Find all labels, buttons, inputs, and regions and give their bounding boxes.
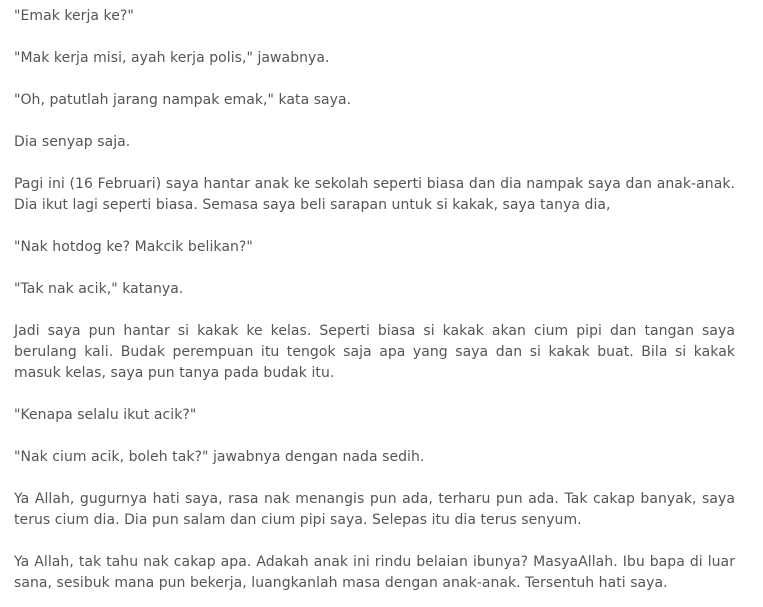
paragraph-10: "Nak cium acik, boleh tak?" jawabnya dengan nada sedih. <box>14 449 425 465</box>
paragraph-5: Pagi ini (16 Februari) saya hantar anak ke sekolah seperti biasa dan dia nampak saya dan anak-anak. Dia ikut lagi seperti biasa. Semasa saya beli sarapan untuk si kakak, saya tanya dia, <box>14 176 735 213</box>
paragraph-7: "Tak nak acik," katanya. <box>14 281 184 297</box>
paragraph-4: Dia senyap saja. <box>14 134 131 150</box>
paragraph-2: "Mak kerja misi, ayah kerja polis," jawabnya. <box>14 50 330 66</box>
paragraph-11: Ya Allah, gugurnya hati saya, rasa nak menangis pun ada, terharu pun ada. Tak cakap banyak, saya terus cium dia. Dia pun salam dan cium pipi saya. Selepas itu dia terus senyum. <box>14 491 735 528</box>
paragraph-1: "Emak kerja ke?" <box>14 8 134 24</box>
paragraph-8: Jadi saya pun hantar si kakak ke kelas. Seperti biasa si kakak akan cium pipi dan tangan saya berulang kali. Budak perempuan itu tengok saja apa yang saya dan si kakak buat. Bila si kakak masuk kelas, saya pun tanya pada budak itu. <box>14 323 735 381</box>
paragraph-9: "Kenapa selalu ikut acik?" <box>14 407 197 423</box>
paragraph-6: "Nak hotdog ke? Makcik belikan?" <box>14 239 253 255</box>
paragraph-12: Ya Allah, tak tahu nak cakap apa. Adakah anak ini rindu belaian ibunya? MasyaAllah. Ibu bapa di luar sana, sesibuk mana pun bekerja, luangkanlah masa dengan anak-anak. Tersentuh hati saya. <box>14 554 735 591</box>
paragraph-3: "Oh, patutlah jarang nampak emak," kata saya. <box>14 92 352 108</box>
